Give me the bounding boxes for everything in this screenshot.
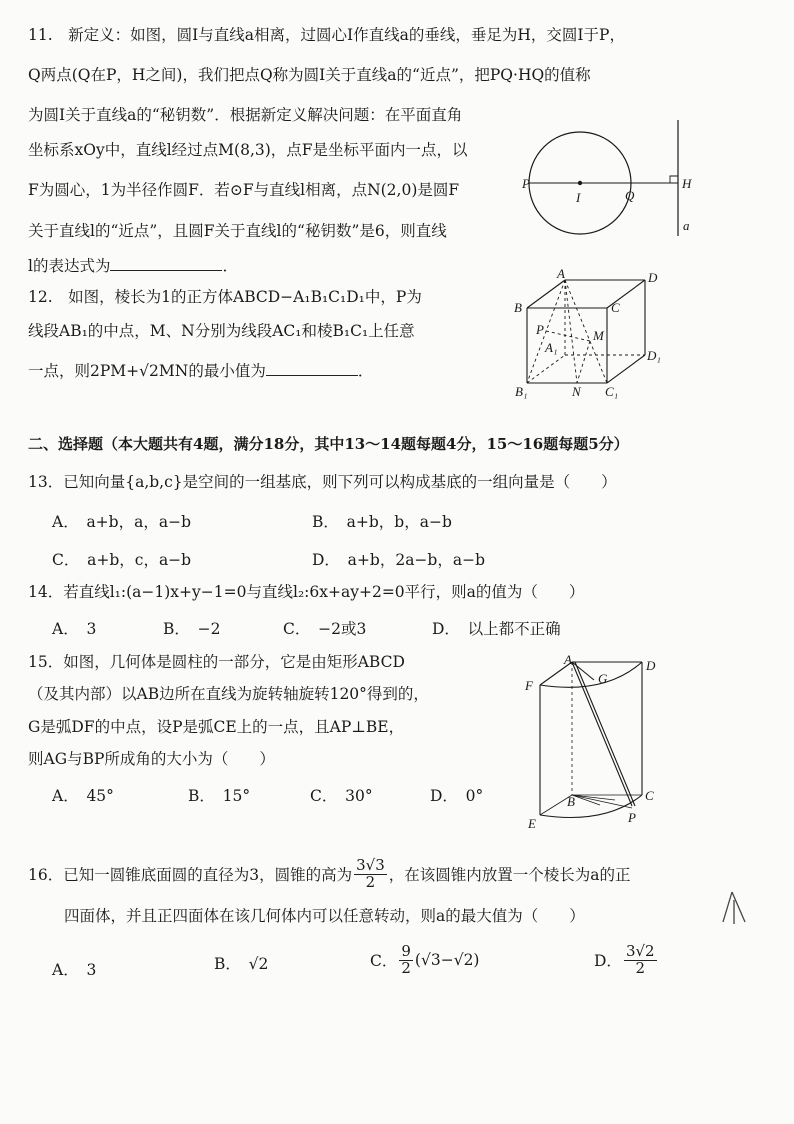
q13-option-d: D． a+b，2a−b，a−b <box>312 551 485 569</box>
fraction-numerator: 3√2 <box>625 942 655 960</box>
fraction-denominator: 2 <box>401 958 411 977</box>
q11-line-6: 关于直线l的“近点”，且圆F关于直线l的“秘钥数”是6，则直线 <box>28 222 447 240</box>
label-E: E <box>528 816 536 831</box>
q13-stem: 13．已知向量{a,b,c}是空间的一组基底，则下列可以构成基底的一组向量是（ ） <box>28 473 617 491</box>
q11-line-7: l的表达式为 ． <box>28 257 238 275</box>
q11-line-7-text: l的表达式为 <box>28 257 111 275</box>
label-P: P <box>628 810 636 825</box>
option-c-fraction <box>399 944 413 977</box>
q15-option-b: B． 15° <box>188 787 251 805</box>
label-C: C <box>611 300 620 315</box>
q12-line-1: 12. 如图，棱长为1的正方体ABCD−A₁B₁C₁D₁中，P为 <box>28 288 422 306</box>
q11-circle-figure <box>520 118 720 238</box>
q11-line-2: Q两点(Q在P，H之间)，我们把点Q称为圆I关于直线a的“近点”，把PQ·HQ的值称 <box>28 66 591 84</box>
cone-height-fraction <box>354 858 387 891</box>
label-B: B <box>567 794 575 809</box>
label-a: a <box>683 218 690 233</box>
q15-option-c: C． 30° <box>310 787 373 805</box>
fraction-numerator: 3√3 <box>356 856 385 874</box>
answer-blank <box>110 256 222 271</box>
option-d-fraction <box>624 944 657 977</box>
q12-line-3: 一点，则2PM+√2MN的最小值为 ． <box>28 362 374 380</box>
label-C: C <box>645 788 654 803</box>
label-A: A <box>564 652 572 667</box>
label-P: P <box>536 322 544 337</box>
label-P: P <box>522 176 530 191</box>
q12-line-2: 线段AB₁的中点，M、N分别为线段AC₁和棱B₁C₁上任意 <box>28 322 415 340</box>
option-d-label: D． <box>594 952 622 971</box>
label-B: B <box>514 300 522 315</box>
q14-option-d: D． 以上都不正确 <box>432 620 561 638</box>
label-A: A <box>557 268 565 281</box>
q12-line-3-text: 一点，则2PM+√2MN的最小值为 <box>28 362 266 380</box>
option-c-label: C． <box>370 952 398 971</box>
label-Q: Q <box>625 188 635 203</box>
q13-option-b: B． a+b，b，a−b <box>312 513 452 531</box>
q14-option-a: A． 3 <box>52 620 97 638</box>
q13-option-a: A． a+b，a，a−b <box>52 513 191 531</box>
q11-line-3: 为圆I关于直线a的“秘钥数”．根据新定义解决问题：在平面直角 <box>28 106 463 124</box>
label-N: N <box>572 384 581 399</box>
q11-line-1: 11. 新定义：如图，圆I与直线a相离，过圆心I作直线a的垂线，垂足为H，交圆I于P， <box>28 26 625 44</box>
label-H: H <box>682 176 692 191</box>
fraction-numerator: 9 <box>401 942 411 960</box>
q16-option-a: A． 3 <box>52 961 97 979</box>
label-C1: C₁ <box>605 384 619 399</box>
q16-line-1a: 16．已知一圆锥底面圆的直径为3，圆锥的高为 <box>28 866 353 885</box>
label-D: D <box>648 270 658 285</box>
q16-line-1 <box>28 858 631 891</box>
q15-option-d: D． 0° <box>430 787 484 805</box>
label-D: D <box>646 658 656 673</box>
q14-option-c: C． −2或3 <box>283 620 367 638</box>
q11-line-5: F为圆心，1为半径作圆F．若⊙F与直线l相离，点N(2,0)是圆F <box>28 181 460 199</box>
q15-line-2: （及其内部）以AB边所在直线为旋转轴旋转120°得到的， <box>28 685 429 703</box>
q13-option-c: C． a+b，c，a−b <box>52 551 192 569</box>
label-B1: B₁ <box>515 384 528 399</box>
label-M: M <box>593 328 604 343</box>
q15-cylinder-figure <box>520 650 665 832</box>
label-A1: A₁ <box>545 340 558 355</box>
q16-option-d <box>594 944 659 977</box>
q12-cube-figure <box>505 268 680 400</box>
q16-line-2: 四面体，并且正四面体在该几何体内可以任意转动，则a的最大值为（ ） <box>64 907 585 925</box>
answer-blank <box>266 361 358 376</box>
q16-option-b: B． √2 <box>214 955 269 973</box>
pencil-mark <box>718 888 752 928</box>
q14-option-b: B． −2 <box>163 620 221 638</box>
q16-line-1b: ，在该圆锥内放置一个棱长为a的正 <box>388 866 631 885</box>
label-F: F <box>525 678 533 693</box>
q15-line-4: 则AG与BP所成角的大小为（ ） <box>28 750 275 768</box>
section-header: 二、选择题（本大题共有4题，满分18分，其中13～14题每题4分，15～16题每题5分） <box>28 435 629 453</box>
q15-line-1: 15．如图，几何体是圆柱的一部分，它是由矩形ABCD <box>28 653 405 671</box>
q15-line-3: G是弧DF的中点，设P是弧CE上的一点，且AP⊥BE， <box>28 718 405 736</box>
q15-option-a: A． 45° <box>52 787 114 805</box>
label-D1: D₁ <box>647 348 661 363</box>
label-I: I <box>576 190 581 205</box>
q11-line-4: 坐标系xOy中，直线l经过点M(8,3)，点F是坐标平面内一点，以 <box>28 141 468 159</box>
q14-stem: 14．若直线l₁:(a−1)x+y−1=0与直线l₂:6x+ay+2=0平行，则a的值为（ ） <box>28 583 585 601</box>
fraction-denominator: 2 <box>635 958 646 977</box>
label-G: G <box>598 671 608 686</box>
q16-option-c <box>370 944 479 977</box>
option-c-tail: (√3−√2) <box>414 951 480 970</box>
fraction-denominator: 2 <box>365 872 376 891</box>
